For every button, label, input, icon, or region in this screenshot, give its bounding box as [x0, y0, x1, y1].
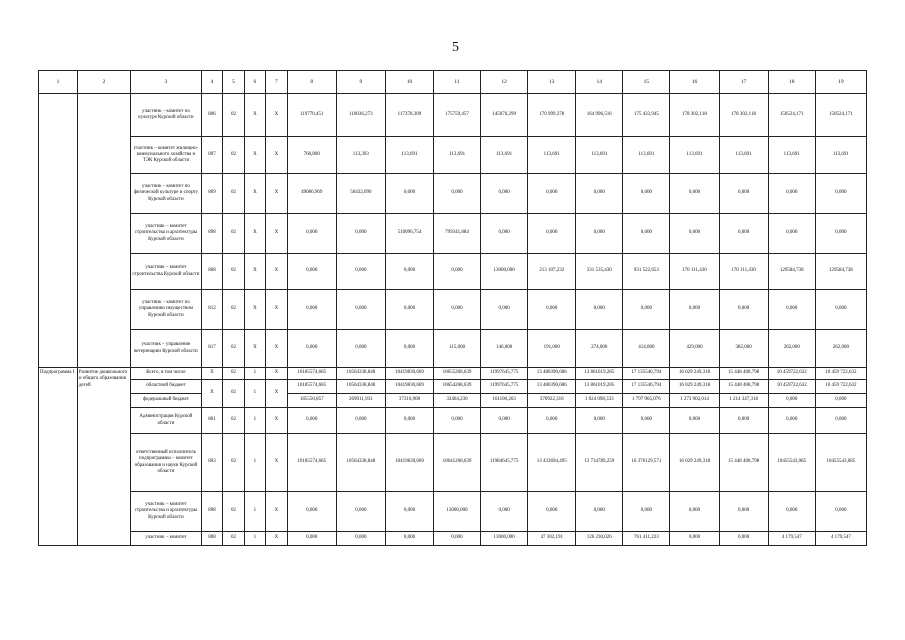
table-row	[39, 94, 867, 137]
table-row	[39, 368, 867, 380]
value-cell: 0,000	[768, 290, 815, 330]
value-cell: 0,000	[768, 394, 815, 408]
value-cell: 0,000	[576, 492, 623, 532]
value-cell: 0,000	[719, 532, 768, 546]
code-cell: 02	[223, 434, 244, 492]
value-cell: 0,000	[336, 492, 385, 532]
value-cell: 10564338,848	[336, 368, 385, 380]
value-cell: 161100,263	[481, 394, 528, 408]
table-row	[39, 408, 867, 434]
code-cell: Х	[244, 330, 265, 368]
value-cell: 17 135540,794	[623, 380, 670, 394]
value-cell: 0,000	[385, 254, 433, 290]
value-cell: 113,691	[768, 137, 815, 174]
value-cell: 0,000	[434, 408, 481, 434]
code-cell: Х	[266, 330, 287, 368]
value-cell: 10419830,669	[385, 368, 433, 380]
value-cell: 0,000	[576, 214, 623, 254]
value-cell: 10641268,639	[434, 434, 481, 492]
code-cell: Х	[266, 174, 287, 214]
code-cell: 808	[201, 532, 222, 546]
value-cell: 0,000	[336, 254, 385, 290]
value-cell: 10419830,669	[385, 380, 433, 394]
value-cell: 0,000	[815, 214, 866, 254]
value-cell: 113,691	[815, 137, 866, 174]
value-cell: 0,000	[768, 408, 815, 434]
value-cell: 4 179,547	[768, 532, 815, 546]
value-cell: 0,000	[768, 492, 815, 532]
value-cell: 0,000	[481, 290, 528, 330]
code-cell: Х	[266, 254, 287, 290]
value-cell: 15 448 408,798	[719, 434, 768, 492]
value-cell: 15 448 408,798	[719, 368, 768, 380]
code-cell: 02	[223, 380, 244, 408]
value-cell: 16 029 249,318	[670, 380, 719, 394]
value-cell: 115,000	[434, 330, 481, 368]
value-cell: 0,000	[287, 330, 336, 368]
value-cell: 13000,000	[434, 492, 481, 532]
table-row	[39, 214, 867, 254]
column-header: 4	[201, 71, 222, 94]
value-cell: 145076,299	[481, 94, 528, 137]
column-header: 19	[815, 71, 866, 94]
code-cell: 898	[201, 214, 222, 254]
code-cell: 02	[223, 290, 244, 330]
row-description: Администрация Курской области	[131, 408, 202, 434]
value-cell: 10185574,685	[287, 368, 336, 380]
code-cell: Х	[266, 214, 287, 254]
value-cell: 0,000	[385, 174, 433, 214]
code-cell: 02	[223, 330, 244, 368]
code-cell: Х	[201, 368, 222, 380]
value-cell: 13000,000	[481, 532, 528, 546]
value-cell: 10 459722,632	[768, 380, 815, 394]
value-cell: 0,000	[287, 214, 336, 254]
value-cell: 0,000	[576, 174, 623, 214]
row-description: участник – комитет жилищно-коммунального хозяйства и ТЭК Курской области	[131, 137, 202, 174]
value-cell: 15 448 408,798	[719, 380, 768, 394]
value-cell: 47 302,191	[528, 532, 576, 546]
table-row	[39, 394, 867, 408]
value-cell: 262,000	[815, 330, 866, 368]
value-cell: 0,000	[528, 174, 576, 214]
value-cell: 126 230,026	[576, 532, 623, 546]
value-cell: 0,000	[385, 532, 433, 546]
value-cell: 10 459722,632	[768, 368, 815, 380]
value-cell: 113,691	[623, 137, 670, 174]
value-cell: 1 797 965,076	[623, 394, 670, 408]
value-cell: 0,000	[815, 174, 866, 214]
value-cell: 931 522,653	[623, 254, 670, 290]
value-cell: 13 480390,686	[528, 380, 576, 394]
code-cell: 801	[201, 408, 222, 434]
code-cell: 02	[223, 174, 244, 214]
value-cell: 10 459 722,632	[815, 368, 866, 380]
value-cell: 11997645,775	[481, 380, 528, 394]
column-header: 8	[287, 71, 336, 94]
table-row	[39, 492, 867, 532]
code-cell: 1	[244, 434, 265, 492]
row-description: участник – комитет	[131, 532, 202, 546]
value-cell: 0,000	[576, 408, 623, 434]
code-cell: 02	[223, 492, 244, 532]
value-cell: 0,000	[481, 408, 528, 434]
code-cell: 02	[223, 408, 244, 434]
code-cell: 02	[223, 368, 244, 380]
code-cell: Х	[266, 290, 287, 330]
value-cell: 0,000	[528, 290, 576, 330]
value-cell: 0,000	[434, 290, 481, 330]
code-cell: 02	[223, 254, 244, 290]
value-cell: 0,000	[623, 290, 670, 330]
value-cell: 382,000	[719, 330, 768, 368]
value-cell: 13000,000	[481, 254, 528, 290]
value-cell: 0,000	[336, 330, 385, 368]
value-cell: 269011,931	[336, 394, 385, 408]
table-row	[39, 434, 867, 492]
value-cell: 10419830,669	[385, 434, 433, 492]
value-cell: 13 433694,495	[528, 434, 576, 492]
budget-table	[38, 70, 867, 546]
value-cell: 37316,900	[385, 394, 433, 408]
value-cell: 0,000	[670, 532, 719, 546]
value-cell: 113,691	[434, 137, 481, 174]
value-cell: 150524,171	[815, 94, 866, 137]
value-cell: 150524,171	[768, 94, 815, 137]
value-cell: 1 214 347,318	[719, 394, 768, 408]
value-cell: 0,000	[719, 290, 768, 330]
value-cell: 510096,754	[385, 214, 433, 254]
code-cell: Х	[244, 214, 265, 254]
value-cell: 0,000	[768, 174, 815, 214]
code-cell: Х	[244, 174, 265, 214]
column-header: 15	[623, 71, 670, 94]
value-cell: 117378,309	[385, 94, 433, 137]
value-cell: 170 111,430	[670, 254, 719, 290]
value-cell: 175 433,945	[623, 94, 670, 137]
table-row	[39, 137, 867, 174]
value-cell: 0,000	[576, 290, 623, 330]
value-cell: 129584,738	[768, 254, 815, 290]
value-cell: 10564338,848	[336, 434, 385, 492]
value-cell: 0,000	[528, 408, 576, 434]
value-cell: 10655268,639	[434, 368, 481, 380]
value-cell: 0,000	[385, 492, 433, 532]
value-cell: 370922,316	[528, 394, 576, 408]
table-row	[39, 290, 867, 330]
value-cell: 175759,457	[434, 94, 481, 137]
value-cell: 0,000	[623, 214, 670, 254]
row-description: участник – комитет строительства Курской области	[131, 254, 202, 290]
value-cell: 0,000	[336, 214, 385, 254]
value-cell: 17 135540,794	[623, 368, 670, 380]
value-cell: 262,000	[768, 330, 815, 368]
value-cell: 799341,884	[434, 214, 481, 254]
code-cell: 02	[223, 214, 244, 254]
code-cell: Х	[244, 290, 265, 330]
code-cell: 808	[201, 254, 222, 290]
column-header: 2	[77, 71, 130, 94]
code-cell: Х	[266, 492, 287, 532]
value-cell: 0,000	[336, 290, 385, 330]
code-cell: 02	[223, 532, 244, 546]
empty-cell	[77, 94, 130, 368]
column-header: 5	[223, 71, 244, 94]
row-description: участник – комитет строительства и архитектуры Курской области	[131, 214, 202, 254]
value-cell: 10185574,685	[287, 380, 336, 394]
column-header: 13	[528, 71, 576, 94]
table-row	[39, 174, 867, 214]
value-cell: 10654268,639	[434, 380, 481, 394]
code-cell: 809	[201, 174, 222, 214]
value-cell: 0,000	[481, 174, 528, 214]
value-cell: 49086,969	[287, 174, 336, 214]
value-cell: 1 273 902,014	[670, 394, 719, 408]
code-cell: Х	[266, 368, 287, 380]
value-cell: 185550,857	[287, 394, 336, 408]
value-cell: 0,000	[385, 290, 433, 330]
value-cell: 164 996,516	[576, 94, 623, 137]
value-cell: 10455543,085	[815, 434, 866, 492]
value-cell: 0,000	[670, 492, 719, 532]
value-cell: 274,000	[576, 330, 623, 368]
value-cell: 0,000	[385, 330, 433, 368]
value-cell: 0,000	[287, 492, 336, 532]
value-cell: 0,000	[815, 492, 866, 532]
value-cell: 170 111,430	[719, 254, 768, 290]
code-cell: 803	[201, 434, 222, 492]
value-cell: 0,000	[481, 214, 528, 254]
value-cell: 16 029 249,318	[670, 368, 719, 380]
value-cell: 0,000	[815, 290, 866, 330]
value-cell: 10185574,685	[287, 434, 336, 492]
value-cell: 146,000	[481, 330, 528, 368]
value-cell: 0,000	[434, 254, 481, 290]
value-cell: 0,000	[287, 532, 336, 546]
value-cell: 760,800	[287, 137, 336, 174]
code-cell: 1	[244, 492, 265, 532]
value-cell: 113,691	[719, 137, 768, 174]
row-description: Всего, в том числе	[131, 368, 202, 380]
code-cell: 1	[244, 368, 265, 380]
code-cell: Х	[244, 137, 265, 174]
value-cell: 0,000	[719, 492, 768, 532]
page-number: 5	[452, 40, 459, 55]
value-cell: 13 861019,285	[576, 380, 623, 394]
value-cell: 0,000	[336, 532, 385, 546]
row-description: участник – комитет по культуре Курской области	[131, 94, 202, 137]
column-header: 14	[576, 71, 623, 94]
value-cell: 16 376129,571	[623, 434, 670, 492]
value-cell: 0,000	[481, 492, 528, 532]
value-cell: 4 179,547	[815, 532, 866, 546]
value-cell: 0,000	[623, 492, 670, 532]
code-cell: Х	[266, 532, 287, 546]
value-cell: 0,000	[287, 290, 336, 330]
value-cell: 1 024 098,333	[576, 394, 623, 408]
value-cell: 10564338,848	[336, 380, 385, 394]
code-cell: Х	[244, 254, 265, 290]
column-header: 1	[39, 71, 78, 94]
code-cell: 812	[201, 290, 222, 330]
value-cell: 191,000	[528, 330, 576, 368]
value-cell: 331 535,430	[576, 254, 623, 290]
value-cell: 0,000	[670, 214, 719, 254]
value-cell: 0,000	[670, 408, 719, 434]
value-cell: 0,000	[434, 174, 481, 214]
code-cell: Х	[266, 380, 287, 408]
row-description: областной бюджет	[131, 380, 202, 394]
row-description: участник – управление ветеринарии Курской области	[131, 330, 202, 368]
value-cell: 0,000	[815, 408, 866, 434]
row-description: участник – комитет по управлению имуществом Курской области	[131, 290, 202, 330]
value-cell: 178 302,118	[719, 94, 768, 137]
subprogram-label: Подпрограмма I	[39, 368, 78, 546]
value-cell: 414,000	[623, 330, 670, 368]
column-header: 9	[336, 71, 385, 94]
code-cell: Х	[266, 94, 287, 137]
column-header: 17	[719, 71, 768, 94]
code-cell: 1	[244, 532, 265, 546]
value-cell: 13 734789,259	[576, 434, 623, 492]
table-row	[39, 254, 867, 290]
value-cell: 129584,738	[815, 254, 866, 290]
code-cell: Х	[266, 434, 287, 492]
value-cell: 13 480390,686	[528, 368, 576, 380]
table-row	[39, 330, 867, 368]
value-cell: 10455543,085	[768, 434, 815, 492]
value-cell: 178 302,118	[670, 94, 719, 137]
value-cell: 113,691	[481, 137, 528, 174]
row-description: участник – комитет строительства и архитектуры Курской области	[131, 492, 202, 532]
value-cell: 0,000	[434, 532, 481, 546]
value-cell: 50432,090	[336, 174, 385, 214]
column-header: 3	[131, 71, 202, 94]
table-row	[39, 71, 867, 94]
value-cell: 11984645,775	[481, 434, 528, 492]
value-cell: 0,000	[815, 394, 866, 408]
table-row	[39, 532, 867, 546]
value-cell: 113,691	[670, 137, 719, 174]
column-header: 16	[670, 71, 719, 94]
value-cell: 113,691	[576, 137, 623, 174]
code-cell: 02	[223, 94, 244, 137]
value-cell: 113,691	[528, 137, 576, 174]
code-cell: Х	[266, 137, 287, 174]
column-header: 12	[481, 71, 528, 94]
code-cell: 02	[223, 137, 244, 174]
code-cell: 1	[244, 380, 265, 408]
value-cell: 0,000	[670, 174, 719, 214]
table-row	[39, 380, 867, 394]
value-cell: 429,000	[670, 330, 719, 368]
value-cell: 0,000	[528, 214, 576, 254]
value-cell: 0,000	[719, 214, 768, 254]
code-cell: 1	[244, 408, 265, 434]
value-cell: 0,000	[287, 408, 336, 434]
code-cell: Х	[201, 380, 222, 408]
value-cell: 0,000	[287, 254, 336, 290]
value-cell: 113,691	[385, 137, 433, 174]
value-cell: 0,000	[670, 290, 719, 330]
code-cell: 817	[201, 330, 222, 368]
empty-cell	[39, 94, 78, 368]
column-header: 6	[244, 71, 265, 94]
value-cell: 110036,273	[336, 94, 385, 137]
row-description: федеральный бюджет	[131, 394, 202, 408]
value-cell: 13 861019,285	[576, 368, 623, 380]
value-cell: 0,000	[385, 408, 433, 434]
column-header: 7	[266, 71, 287, 94]
value-cell: 0,000	[623, 408, 670, 434]
code-cell: 898	[201, 492, 222, 532]
code-cell: 806	[201, 94, 222, 137]
code-cell: Х	[244, 94, 265, 137]
value-cell: 0,000	[719, 408, 768, 434]
row-description: участник – комитет по физической культуре и спорту Курской области	[131, 174, 202, 214]
value-cell: 119770,451	[287, 94, 336, 137]
value-cell: 0,000	[336, 408, 385, 434]
column-header: 10	[385, 71, 433, 94]
column-header: 18	[768, 71, 815, 94]
value-cell: 10 459 722,632	[815, 380, 866, 394]
value-cell: 170 999,378	[528, 94, 576, 137]
value-cell: 113,393	[336, 137, 385, 174]
value-cell: 16 029 249,318	[670, 434, 719, 492]
value-cell: 0,000	[719, 174, 768, 214]
value-cell: 0,000	[768, 214, 815, 254]
column-header: 11	[434, 71, 481, 94]
value-cell: 11997645,775	[481, 368, 528, 380]
code-cell: 807	[201, 137, 222, 174]
value-cell: 0,000	[528, 492, 576, 532]
value-cell: 761 411,223	[623, 532, 670, 546]
subprogram-name: Развитие дошкольного и общего образования детей	[77, 368, 130, 546]
row-description: ответственный исполнитель подпрограммы – комитет образования и науки Курской области	[131, 434, 202, 492]
value-cell: 0,000	[623, 174, 670, 214]
code-cell: Х	[266, 408, 287, 434]
value-cell: 32464,230	[434, 394, 481, 408]
value-cell: 213 107,232	[528, 254, 576, 290]
